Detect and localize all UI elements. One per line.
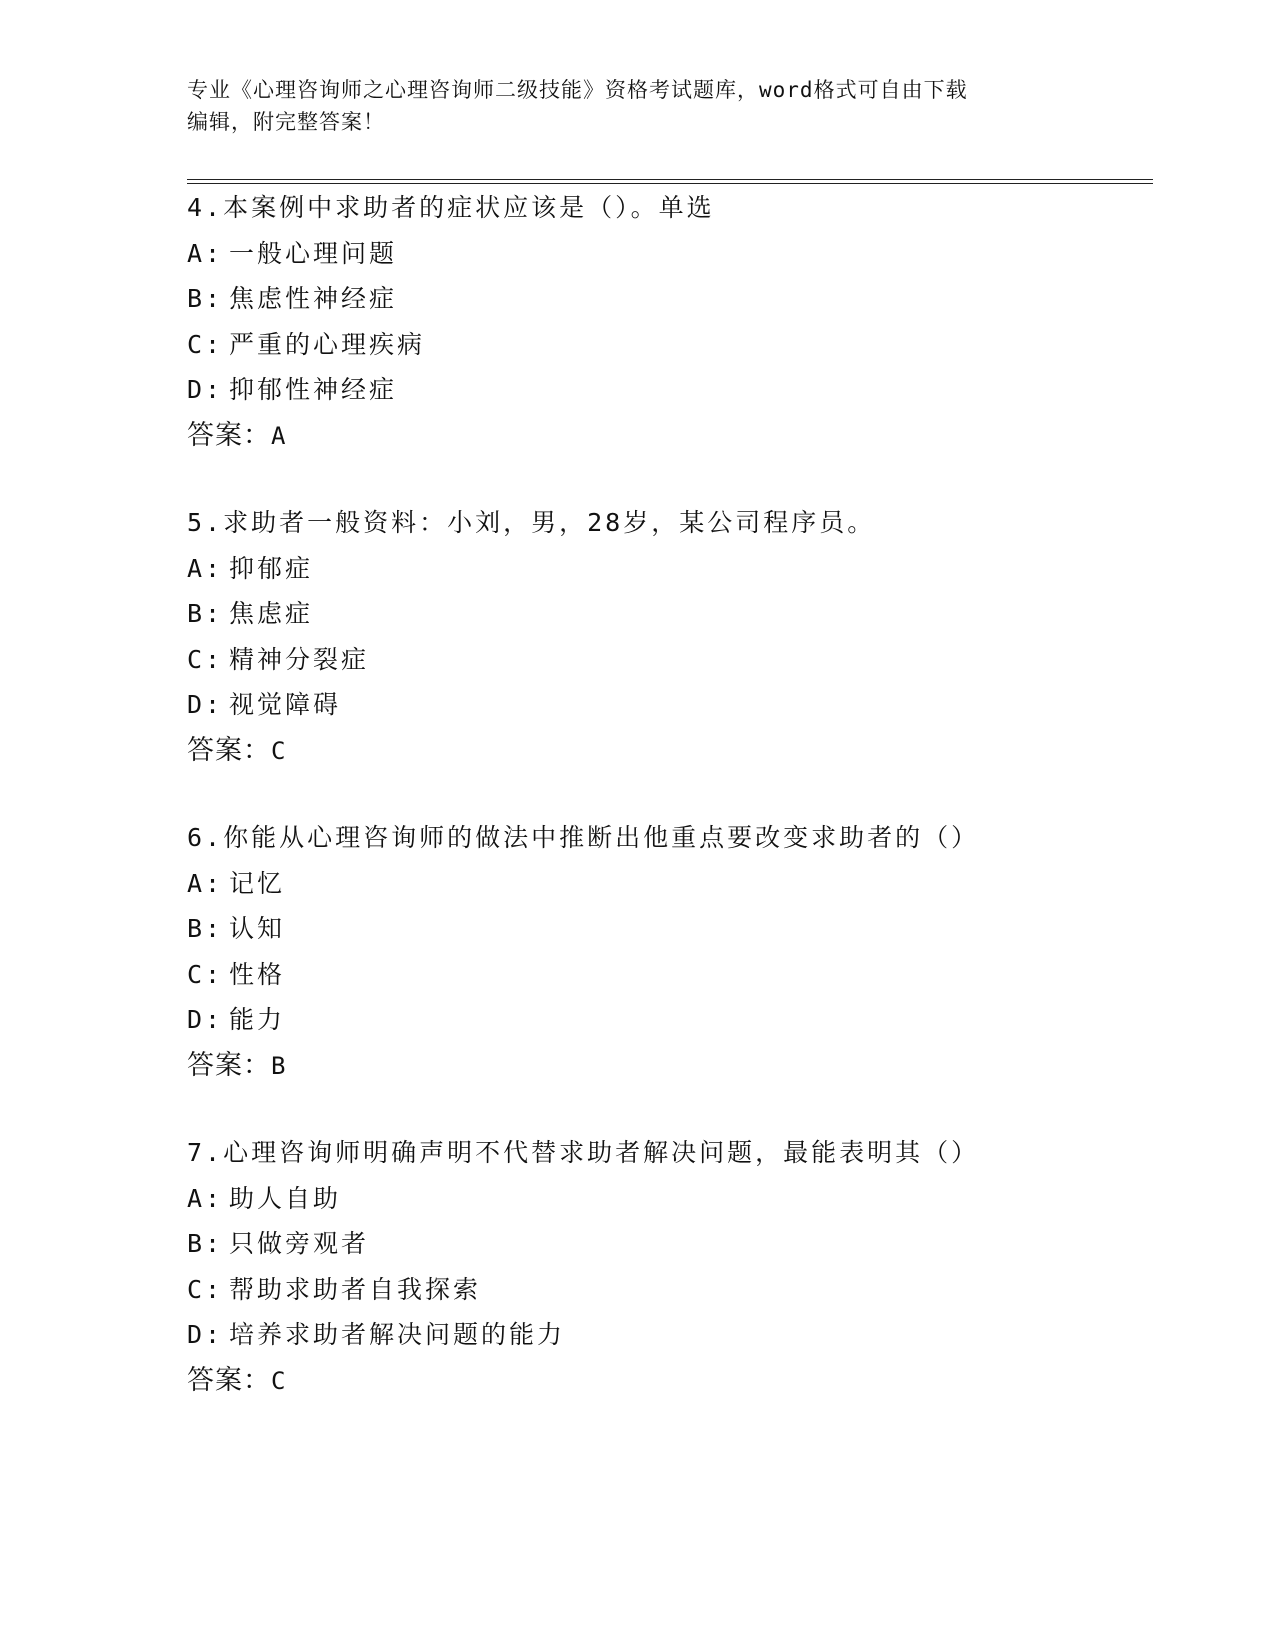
option-b — [187, 914, 1153, 960]
option-letter: B: — [187, 1229, 224, 1258]
option-letter: B: — [187, 599, 224, 628]
option-text: 只做旁观者 — [229, 1229, 370, 1258]
option-text: 焦虑性神经症 — [229, 284, 398, 313]
question-4 — [187, 193, 1153, 451]
option-letter: C: — [187, 959, 224, 989]
answer-label: 答案： — [187, 734, 271, 766]
header-line-1: 专业《心理咨询师之心理咨询师二级技能》资格考试题库，word格式可自由下载 — [187, 78, 968, 102]
option-letter: A: — [187, 553, 224, 583]
option-d — [187, 375, 1153, 421]
option-text: 培养求助者解决问题的能力 — [229, 1320, 566, 1349]
answer-line — [187, 736, 1153, 766]
option-b — [187, 284, 1153, 330]
option-letter: D: — [187, 1005, 224, 1034]
option-text: 助人自助 — [229, 1183, 342, 1213]
option-text: 抑郁性神经症 — [229, 375, 398, 404]
option-c — [187, 1275, 1153, 1321]
question-text: 7.心理咨询师明确声明不代替求助者解决问题，最能表明其（） — [187, 1138, 980, 1167]
option-text: 帮助求助者自我探索 — [229, 1274, 482, 1304]
option-text: 能力 — [229, 1005, 286, 1034]
question-text: 6.你能从心理咨询师的做法中推断出他重点要改变求助者的（） — [187, 823, 980, 852]
option-text: 抑郁症 — [229, 553, 314, 583]
option-b — [187, 599, 1153, 645]
option-letter: A: — [187, 1183, 224, 1213]
option-text: 精神分裂症 — [229, 644, 370, 674]
option-c — [187, 960, 1153, 1006]
answer-label: 答案： — [187, 1364, 271, 1396]
option-letter: C: — [187, 644, 224, 674]
option-a — [187, 239, 1153, 285]
header-divider-bottom — [187, 183, 1153, 184]
answer-line — [187, 1366, 1153, 1396]
option-letter: C: — [187, 329, 224, 359]
document-header — [187, 74, 1067, 138]
question-5 — [187, 508, 1153, 766]
header-line-2: 编辑，附完整答案！ — [187, 110, 385, 134]
option-a — [187, 869, 1153, 915]
option-c — [187, 645, 1153, 691]
question-6 — [187, 823, 1153, 1081]
answer-line — [187, 421, 1153, 451]
question-text: 5.求助者一般资料：小刘，男，28岁，某公司程序员。 — [187, 508, 876, 537]
option-c — [187, 330, 1153, 376]
option-d — [187, 690, 1153, 736]
question-7 — [187, 1138, 1153, 1396]
answer-value: B — [271, 1051, 287, 1080]
answer-value: C — [271, 736, 287, 765]
option-letter: D: — [187, 690, 224, 719]
answer-value: C — [271, 1366, 287, 1395]
option-letter: B: — [187, 284, 224, 313]
option-text: 视觉障碍 — [229, 690, 342, 719]
option-a — [187, 554, 1153, 600]
option-text: 记忆 — [229, 868, 286, 898]
option-letter: A: — [187, 238, 224, 268]
option-text: 性格 — [229, 959, 286, 989]
option-letter: A: — [187, 868, 224, 898]
option-d — [187, 1005, 1153, 1051]
question-text: 4.本案例中求助者的症状应该是（）。单选 — [187, 193, 715, 222]
answer-value: A — [271, 421, 287, 450]
option-text: 一般心理问题 — [229, 238, 398, 268]
header-divider-top — [187, 179, 1153, 180]
option-text: 严重的心理疾病 — [229, 329, 426, 359]
option-text: 焦虑症 — [229, 599, 314, 628]
answer-label: 答案： — [187, 1049, 271, 1081]
option-letter: D: — [187, 375, 224, 404]
option-d — [187, 1320, 1153, 1366]
option-a — [187, 1184, 1153, 1230]
option-text: 认知 — [229, 914, 286, 943]
option-letter: B: — [187, 914, 224, 943]
option-b — [187, 1229, 1153, 1275]
option-letter: C: — [187, 1274, 224, 1304]
option-letter: D: — [187, 1320, 224, 1349]
answer-line — [187, 1051, 1153, 1081]
answer-label: 答案： — [187, 419, 271, 451]
